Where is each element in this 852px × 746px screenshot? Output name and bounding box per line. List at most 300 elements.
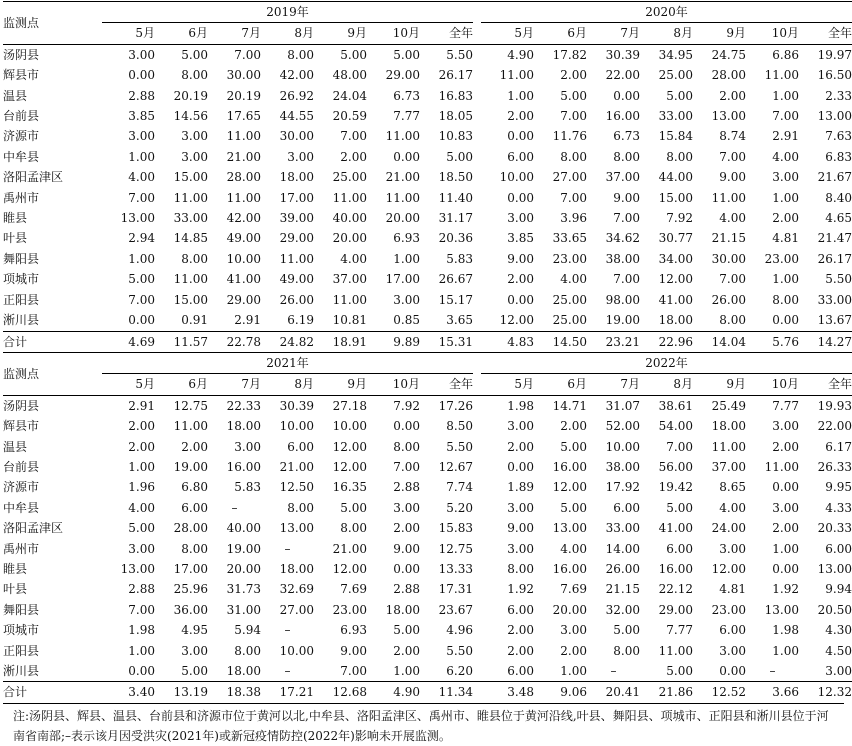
value-cell: 6.00 — [181, 500, 208, 515]
value-cell: 17.26 — [420, 395, 473, 416]
value-cell: 2.00 — [128, 439, 155, 454]
value-cell: 22.00 — [817, 419, 852, 434]
value-cell: 1.92 — [772, 582, 799, 597]
value-cell: 4.00 — [772, 149, 799, 164]
value-cell: 4.00 — [560, 541, 587, 556]
value-cell: 1.00 — [128, 251, 155, 266]
value-cell: 30.39 — [587, 44, 640, 65]
value-cell: 20.00 — [385, 211, 420, 226]
value-cell: 1.00 — [393, 251, 420, 266]
value-cell: 24.04 — [332, 88, 367, 103]
value-cell: 6.00 — [719, 623, 746, 638]
value-cell: 8.00 — [666, 149, 693, 164]
value-cell: 26.33 — [817, 459, 852, 474]
column-gap — [473, 228, 481, 248]
value-cell: 14.04 — [693, 331, 746, 352]
value-cell: 2.91 — [102, 395, 155, 416]
value-cell: 2.00 — [128, 419, 155, 434]
value-cell: 21.15 — [711, 231, 746, 246]
value-cell: 7.00 — [340, 664, 367, 678]
value-cell: 8.00 — [181, 251, 208, 266]
value-cell: 17.92 — [605, 480, 640, 495]
value-cell: 4.90 — [481, 44, 534, 65]
value-cell: 19.93 — [799, 395, 852, 416]
value-cell: 18.05 — [438, 109, 473, 124]
value-cell: 6.00 — [287, 439, 314, 454]
value-cell: 26.17 — [817, 251, 852, 266]
table-row — [3, 518, 852, 538]
value-cell: 2.88 — [393, 480, 420, 495]
value-cell: 1.00 — [772, 88, 799, 103]
value-cell: 29.00 — [279, 231, 314, 246]
value-cell: 5.00 — [367, 44, 420, 65]
value-cell: 4.30 — [825, 623, 852, 638]
month-header: 8月 — [294, 377, 314, 392]
value-cell: 8.00 — [613, 643, 640, 658]
value-cell: 42.00 — [226, 211, 261, 226]
value-cell: 24.82 — [261, 331, 314, 352]
value-cell: 8.00 — [507, 561, 534, 576]
value-cell: 8.00 — [560, 149, 587, 164]
value-cell: 8.00 — [613, 149, 640, 164]
table-row — [3, 416, 852, 436]
value-cell: 5.50 — [446, 643, 473, 658]
year-heading: 2020年 — [481, 2, 852, 23]
value-cell: 3.00 — [102, 44, 155, 65]
value-cell: 0.00 — [613, 88, 640, 103]
missing-value-cell: – — [284, 541, 291, 556]
value-cell: 9.00 — [613, 190, 640, 205]
value-cell: 2.00 — [772, 521, 799, 536]
value-cell: 48.00 — [332, 68, 367, 83]
value-cell: 5.00 — [181, 664, 208, 678]
value-cell: 25.96 — [173, 582, 208, 597]
value-cell: 13.00 — [764, 602, 799, 617]
column-gap — [473, 559, 481, 579]
value-cell: 37.00 — [711, 459, 746, 474]
value-cell: 11.00 — [173, 419, 208, 434]
value-cell: 3.00 — [128, 541, 155, 556]
value-cell: 6.00 — [666, 541, 693, 556]
value-cell: 7.00 — [393, 459, 420, 474]
value-cell: 4.81 — [772, 231, 799, 246]
column-gap — [473, 106, 481, 126]
value-cell: 11.00 — [226, 190, 261, 205]
value-cell: 98.00 — [605, 292, 640, 307]
value-cell: 26.00 — [279, 292, 314, 307]
missing-value-cell: – — [610, 664, 617, 678]
value-cell: 24.75 — [693, 44, 746, 65]
value-cell: 11.40 — [438, 190, 473, 205]
value-cell: 12.00 — [332, 439, 367, 454]
value-cell: 15.31 — [420, 331, 473, 352]
value-cell: 28.00 — [711, 68, 746, 83]
value-cell: 7.69 — [340, 582, 367, 597]
value-cell: 6.00 — [825, 541, 852, 556]
value-cell: 26.17 — [438, 68, 473, 83]
value-cell: 2.91 — [234, 313, 261, 328]
value-cell: 27.00 — [552, 170, 587, 185]
month-header: 10月 — [771, 26, 799, 41]
value-cell: 38.00 — [605, 459, 640, 474]
value-cell: 21.00 — [332, 541, 367, 556]
value-cell: 8.74 — [719, 129, 746, 144]
value-cell: 9.00 — [393, 541, 420, 556]
table-row — [3, 147, 852, 167]
value-cell: 52.00 — [605, 419, 640, 434]
month-header: 9月 — [726, 377, 746, 392]
table-row — [3, 126, 852, 146]
value-cell: 3.96 — [560, 211, 587, 226]
value-cell: 7.63 — [825, 129, 852, 144]
value-cell: 23.00 — [711, 602, 746, 617]
value-cell: 33.00 — [658, 109, 693, 124]
year-heading: 2021年 — [102, 352, 473, 373]
site-name: 台前县 — [3, 459, 40, 474]
corner-label: 监测点 — [3, 2, 102, 45]
table-row — [3, 310, 852, 331]
value-cell: 56.00 — [658, 459, 693, 474]
month-header: 6月 — [567, 377, 587, 392]
value-cell: 42.00 — [279, 68, 314, 83]
month-header: 5月 — [514, 26, 534, 41]
value-cell: 5.00 — [560, 88, 587, 103]
year-heading: 2022年 — [481, 352, 852, 373]
value-cell: 22.33 — [208, 395, 261, 416]
value-cell: 1.96 — [128, 480, 155, 495]
value-cell: 17.21 — [261, 682, 314, 703]
value-cell: 20.33 — [817, 521, 852, 536]
value-cell: 2.88 — [393, 582, 420, 597]
value-cell: 19.00 — [173, 459, 208, 474]
value-cell: 6.73 — [393, 88, 420, 103]
value-cell: 0.00 — [507, 190, 534, 205]
value-cell: 6.93 — [340, 623, 367, 638]
value-cell: 7.92 — [666, 211, 693, 226]
value-cell: 14.71 — [534, 395, 587, 416]
value-cell: 30.77 — [658, 231, 693, 246]
site-name: 济源市 — [3, 129, 40, 144]
value-cell: 30.00 — [279, 129, 314, 144]
value-cell: 7.00 — [560, 190, 587, 205]
value-cell: 5.00 — [128, 272, 155, 287]
value-cell: 1.00 — [772, 541, 799, 556]
column-gap — [473, 147, 481, 167]
value-cell: 10.81 — [332, 313, 367, 328]
value-cell: 18.00 — [226, 419, 261, 434]
missing-value-cell: – — [284, 664, 291, 678]
column-gap — [473, 44, 481, 65]
value-cell: 0.00 — [128, 664, 155, 678]
value-cell: 25.00 — [552, 292, 587, 307]
value-cell: 0.00 — [507, 459, 534, 474]
value-cell: 1.00 — [128, 643, 155, 658]
value-cell: 32.69 — [279, 582, 314, 597]
column-gap — [473, 518, 481, 538]
value-cell: 4.81 — [719, 582, 746, 597]
value-cell: 5.00 — [393, 623, 420, 638]
value-cell: 13.00 — [552, 521, 587, 536]
month-header: 全年 — [827, 26, 852, 41]
value-cell: 5.00 — [340, 500, 367, 515]
table-row — [3, 249, 852, 269]
value-cell: 3.48 — [481, 682, 534, 703]
value-cell: 17.00 — [385, 272, 420, 287]
month-header: 7月 — [620, 377, 640, 392]
column-gap — [473, 641, 481, 661]
value-cell: 0.91 — [181, 313, 208, 328]
value-cell: 44.00 — [658, 170, 693, 185]
site-name: 禹州市 — [3, 541, 40, 556]
value-cell: 25.00 — [658, 68, 693, 83]
value-cell: 34.62 — [605, 231, 640, 246]
site-name: 汤阴县 — [3, 395, 102, 416]
table-row — [3, 559, 852, 579]
value-cell: 23.00 — [764, 251, 799, 266]
value-cell: 12.67 — [438, 459, 473, 474]
table-body — [3, 2, 852, 703]
value-cell: 21.00 — [279, 459, 314, 474]
value-cell: 2.00 — [507, 272, 534, 287]
month-header-row — [3, 23, 852, 44]
site-name: 中牟县 — [3, 500, 40, 515]
value-cell: 0.00 — [772, 313, 799, 328]
value-cell: 16.00 — [226, 459, 261, 474]
value-cell: 3.85 — [507, 231, 534, 246]
value-cell: 2.00 — [393, 521, 420, 536]
value-cell: 9.06 — [534, 682, 587, 703]
value-cell: 12.00 — [332, 561, 367, 576]
value-cell: 2.00 — [560, 419, 587, 434]
value-cell: 18.00 — [385, 602, 420, 617]
value-cell: 6.80 — [181, 480, 208, 495]
value-cell: 9.95 — [825, 480, 852, 495]
value-cell: 0.00 — [393, 149, 420, 164]
value-cell: 18.00 — [279, 170, 314, 185]
value-cell: 12.32 — [799, 682, 852, 703]
value-cell: 2.00 — [772, 439, 799, 454]
value-cell: 5.00 — [446, 149, 473, 164]
site-name: 舞阳县 — [3, 602, 40, 617]
value-cell: 3.40 — [102, 682, 155, 703]
value-cell: 0.00 — [507, 129, 534, 144]
value-cell: 11.00 — [711, 439, 746, 454]
value-cell: 17.00 — [173, 561, 208, 576]
value-cell: 19.00 — [226, 541, 261, 556]
value-cell: 5.94 — [234, 623, 261, 638]
site-name: 洛阳孟津区 — [3, 521, 64, 536]
value-cell: 1.00 — [128, 149, 155, 164]
month-header: 全年 — [448, 26, 473, 41]
column-gap — [473, 620, 481, 640]
value-cell: 6.93 — [393, 231, 420, 246]
value-cell: 32.00 — [605, 602, 640, 617]
table-row — [3, 188, 852, 208]
month-header: 9月 — [726, 26, 746, 41]
column-gap — [473, 310, 481, 331]
value-cell: 5.20 — [446, 500, 473, 515]
value-cell: 7.00 — [340, 129, 367, 144]
column-gap — [473, 23, 481, 44]
site-name: 叶县 — [3, 231, 28, 246]
month-header: 10月 — [392, 377, 420, 392]
value-cell: 1.98 — [128, 623, 155, 638]
value-cell: 0.00 — [128, 313, 155, 328]
value-cell: 20.50 — [817, 602, 852, 617]
value-cell: 27.18 — [314, 395, 367, 416]
value-cell: 49.00 — [226, 231, 261, 246]
value-cell: 4.83 — [481, 331, 534, 352]
value-cell: 54.00 — [658, 419, 693, 434]
value-cell: 39.00 — [279, 211, 314, 226]
value-cell: 13.67 — [817, 313, 852, 328]
value-cell: 25.49 — [693, 395, 746, 416]
value-cell: 5.00 — [314, 44, 367, 65]
column-gap — [473, 86, 481, 106]
value-cell: 30.00 — [711, 251, 746, 266]
month-header: 7月 — [620, 26, 640, 41]
value-cell: 23.67 — [438, 602, 473, 617]
value-cell: 1.00 — [560, 664, 587, 678]
value-cell: 7.77 — [746, 395, 799, 416]
value-cell: 19.97 — [799, 44, 852, 65]
value-cell: 16.00 — [552, 561, 587, 576]
value-cell: 4.00 — [560, 272, 587, 287]
value-cell: 17.31 — [438, 582, 473, 597]
value-cell: 7.00 — [772, 109, 799, 124]
value-cell: 21.67 — [817, 170, 852, 185]
value-cell: 24.00 — [711, 521, 746, 536]
value-cell: 29.00 — [385, 68, 420, 83]
value-cell: 6.00 — [507, 664, 534, 678]
value-cell: 2.00 — [507, 109, 534, 124]
value-cell: 2.00 — [507, 623, 534, 638]
month-header: 全年 — [448, 377, 473, 392]
value-cell: 16.83 — [438, 88, 473, 103]
site-name: 项城市 — [3, 623, 40, 638]
table-row — [3, 539, 852, 559]
site-name: 睢县 — [3, 211, 28, 226]
table-row — [3, 290, 852, 310]
value-cell: 13.33 — [438, 561, 473, 576]
month-header: 6月 — [188, 26, 208, 41]
month-header: 5月 — [135, 377, 155, 392]
month-header: 10月 — [392, 26, 420, 41]
site-name: 辉县市 — [3, 68, 40, 83]
value-cell: 8.00 — [393, 439, 420, 454]
total-row — [3, 331, 852, 352]
month-header: 5月 — [135, 26, 155, 41]
value-cell: 3.00 — [181, 129, 208, 144]
value-cell: 7.00 — [666, 439, 693, 454]
value-cell: 6.00 — [613, 500, 640, 515]
site-name: 正阳县 — [3, 292, 40, 307]
value-cell: 4.00 — [128, 170, 155, 185]
month-header-row — [3, 374, 852, 395]
column-gap — [473, 661, 481, 682]
value-cell: 18.00 — [711, 419, 746, 434]
table-row — [3, 86, 852, 106]
value-cell: 11.00 — [658, 643, 693, 658]
value-cell: 7.74 — [446, 480, 473, 495]
value-cell: 15.17 — [438, 292, 473, 307]
month-header: 8月 — [673, 377, 693, 392]
value-cell: 0.00 — [507, 292, 534, 307]
site-name: 辉县市 — [3, 419, 40, 434]
table-row — [3, 65, 852, 85]
value-cell: 3.00 — [560, 623, 587, 638]
value-cell: 22.12 — [658, 582, 693, 597]
value-cell: 4.50 — [825, 643, 852, 658]
site-name: 汤阴县 — [3, 44, 102, 65]
value-cell: 12.75 — [155, 395, 208, 416]
table-row — [3, 208, 852, 228]
value-cell: 12.52 — [693, 682, 746, 703]
value-cell: 21.47 — [817, 231, 852, 246]
month-header: 8月 — [294, 26, 314, 41]
value-cell: 2.00 — [719, 88, 746, 103]
value-cell: 37.00 — [605, 170, 640, 185]
value-cell: 41.00 — [226, 272, 261, 287]
value-cell: 5.83 — [234, 480, 261, 495]
column-gap — [473, 477, 481, 497]
value-cell: 8.00 — [234, 643, 261, 658]
value-cell: 49.00 — [279, 272, 314, 287]
value-cell: 22.78 — [208, 331, 261, 352]
value-cell: 4.95 — [181, 623, 208, 638]
value-cell: 28.00 — [226, 170, 261, 185]
month-header: 10月 — [771, 377, 799, 392]
column-gap — [473, 208, 481, 228]
value-cell: 5.83 — [446, 251, 473, 266]
value-cell: 1.92 — [507, 582, 534, 597]
site-name: 项城市 — [3, 272, 40, 287]
value-cell: 10.00 — [279, 643, 314, 658]
value-cell: 5.00 — [666, 664, 693, 678]
value-cell: 12.50 — [279, 480, 314, 495]
value-cell: 3.00 — [181, 149, 208, 164]
value-cell: 8.00 — [340, 521, 367, 536]
column-gap — [473, 2, 481, 23]
value-cell: 3.00 — [507, 500, 534, 515]
column-gap — [473, 416, 481, 436]
column-gap — [473, 269, 481, 289]
value-cell: 41.00 — [658, 292, 693, 307]
value-cell: 3.00 — [181, 643, 208, 658]
value-cell: 11.34 — [420, 682, 473, 703]
value-cell: 10.00 — [332, 419, 367, 434]
value-cell: 11.00 — [279, 251, 314, 266]
value-cell: 5.50 — [446, 439, 473, 454]
site-name: 合计 — [3, 331, 102, 352]
value-cell: 7.00 — [613, 272, 640, 287]
value-cell: 4.00 — [340, 251, 367, 266]
value-cell: 33.00 — [817, 292, 852, 307]
value-cell: 31.00 — [226, 602, 261, 617]
value-cell: 1.00 — [507, 88, 534, 103]
value-cell: 4.90 — [367, 682, 420, 703]
value-cell: 10.00 — [605, 439, 640, 454]
value-cell: 11.00 — [764, 68, 799, 83]
value-cell: 2.00 — [181, 439, 208, 454]
value-cell: 11.00 — [173, 272, 208, 287]
value-cell: 13.00 — [711, 109, 746, 124]
value-cell: 26.67 — [438, 272, 473, 287]
value-cell: 12.00 — [332, 459, 367, 474]
value-cell: 7.00 — [208, 44, 261, 65]
value-cell: 3.00 — [772, 419, 799, 434]
value-cell: 11.00 — [226, 129, 261, 144]
